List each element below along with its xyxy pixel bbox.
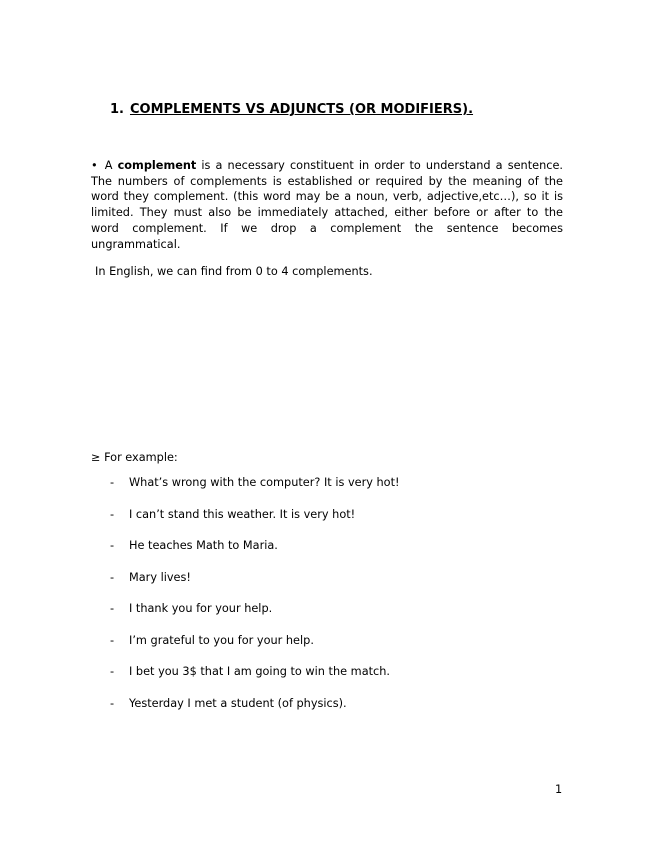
example-item bbox=[110, 633, 400, 665]
definition-lead: A bbox=[104, 159, 113, 172]
list-dash: - bbox=[110, 633, 115, 647]
example-text: I thank you for your help. bbox=[129, 602, 273, 615]
list-dash: - bbox=[110, 507, 115, 521]
example-list bbox=[110, 475, 400, 727]
definition-text: is a necessary constituent in order to understand a sentence. The numbers of complements is established or required by the meaning of the word they complement. (this word may be a noun, verb, adjective,etc…), so it is limited. They must also be immediately attached, either before or after to the word complement. If we drop a complement the sentence becomes ungrammatical. bbox=[91, 159, 563, 251]
definition-paragraph bbox=[91, 158, 563, 252]
list-dash: - bbox=[110, 570, 115, 584]
example-text: I bet you 3$ that I am going to win the match. bbox=[129, 665, 391, 678]
list-dash: - bbox=[110, 665, 115, 678]
example-item bbox=[110, 570, 400, 602]
section-number: 1. bbox=[110, 102, 124, 117]
example-text: Mary lives! bbox=[129, 570, 191, 584]
section-heading bbox=[110, 102, 473, 117]
example-text: He teaches Math to Maria. bbox=[129, 539, 278, 552]
example-item bbox=[110, 696, 400, 728]
example-item bbox=[110, 475, 400, 507]
list-dash: - bbox=[110, 602, 115, 615]
complement-count-note: In English, we can find from 0 to 4 complements. bbox=[95, 265, 373, 278]
list-dash: - bbox=[110, 476, 115, 489]
list-dash: - bbox=[110, 696, 115, 710]
example-item bbox=[110, 538, 400, 570]
example-item bbox=[110, 664, 400, 696]
example-marker: ≥ bbox=[91, 451, 101, 464]
example-item bbox=[110, 507, 400, 539]
example-text: Yesterday I met a student (of physics). bbox=[129, 696, 347, 710]
section-title: COMPLEMENTS VS ADJUNCTS (OR MODIFIERS). bbox=[129, 102, 474, 117]
example-text: I can’t stand this weather. It is very hot! bbox=[129, 507, 356, 521]
example-intro-text: For example: bbox=[104, 451, 178, 464]
example-item bbox=[110, 601, 400, 633]
page-number: 1 bbox=[555, 783, 563, 796]
example-text: I’m grateful to you for your help. bbox=[129, 633, 314, 647]
example-text: What’s wrong with the computer? It is very hot! bbox=[129, 476, 400, 489]
example-intro bbox=[91, 450, 178, 465]
list-dash: - bbox=[110, 539, 115, 552]
bullet-marker: • bbox=[91, 159, 98, 172]
definition-term: complement bbox=[117, 159, 197, 172]
